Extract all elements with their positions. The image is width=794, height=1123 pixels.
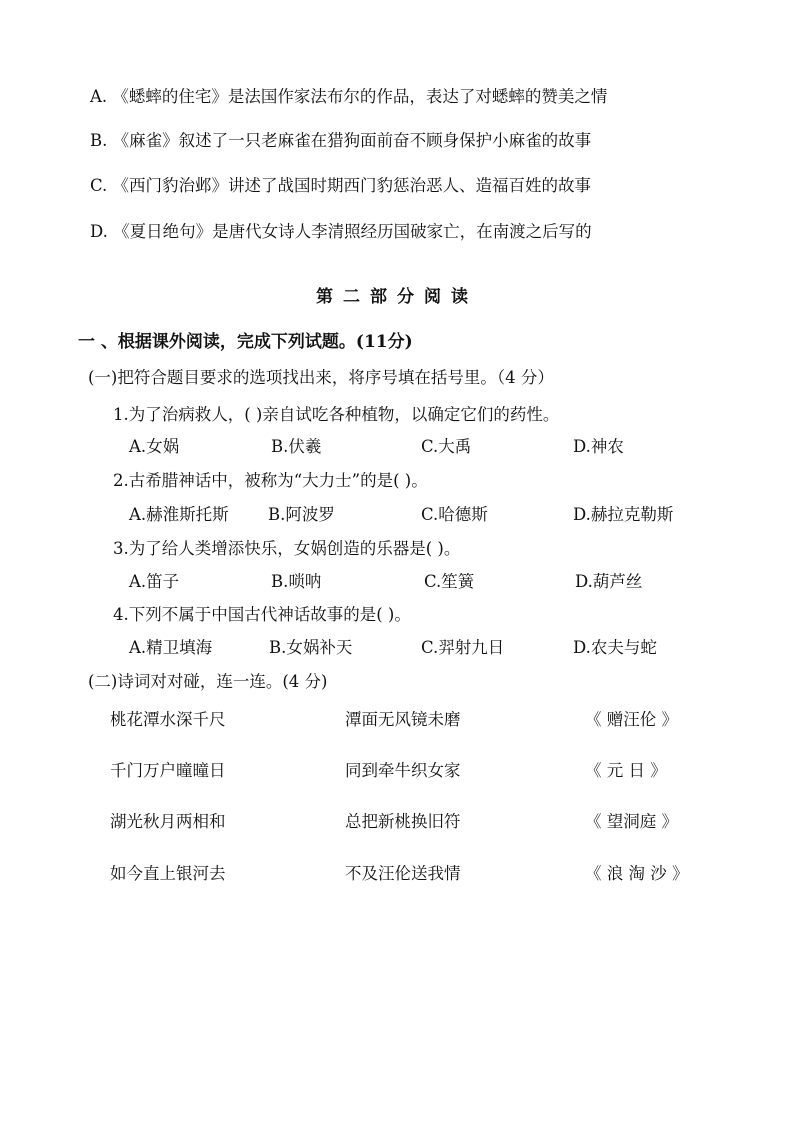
q4-option-a: A.精卫填海 <box>129 638 213 657</box>
q3-option-d: D.葫芦丝 <box>575 572 643 591</box>
q1-option-d: D.神农 <box>573 437 624 456</box>
q4-option-b: B.女娲补天 <box>269 638 353 657</box>
q3-option-a: A.笛子 <box>129 572 180 591</box>
choice-d: D. 《夏日绝句》是唐代女诗人李清照经历国破家亡，在南渡之后写的 <box>90 222 592 241</box>
q2-option-d: D.赫拉克勒斯 <box>573 505 674 524</box>
poem-title-1: 《 赠汪伦 》 <box>585 710 678 729</box>
question-1-stem: 1.为了治病救人，( )亲自试吃各种植物，以确定它们的药性。 <box>113 405 560 424</box>
subsection-2-title: (二)诗词对对碰，连一连。(4 分) <box>88 672 328 691</box>
poem-middle-2: 同到牵牛织女家 <box>345 761 461 780</box>
q1-option-a: A.女娲 <box>129 437 180 456</box>
question-4-stem: 4.下列不属于中国古代神话故事的是( )。 <box>113 605 411 624</box>
poem-left-2: 千门万户曈曈日 <box>110 761 226 780</box>
question-2-stem: 2.古希腊神话中，被称为“大力士”的是( )。 <box>113 471 428 490</box>
q3-option-b: B.唢呐 <box>271 572 322 591</box>
question-3-stem: 3.为了给人类增添快乐，女娲创造的乐器是( )。 <box>113 539 461 558</box>
subsection-1-title: (一)把符合题目要求的选项找出来，将序号填在括号里。（4 分） <box>88 368 554 387</box>
poem-middle-4: 不及汪伦送我情 <box>345 864 461 883</box>
poem-title-3: 《 望洞庭 》 <box>585 812 678 831</box>
part-title: 第二部分阅读 <box>316 287 478 307</box>
q2-option-c: C.哈德斯 <box>421 505 488 524</box>
q1-option-c: C.大禹 <box>421 437 472 456</box>
poem-left-3: 湖光秋月两相和 <box>110 812 226 831</box>
poem-middle-3: 总把新桃换旧符 <box>345 812 461 831</box>
poem-left-4: 如今直上银河去 <box>110 864 226 883</box>
poem-title-4: 《 浪 淘 沙 》 <box>585 864 689 883</box>
poem-middle-1: 潭面无风镜未磨 <box>345 710 461 729</box>
poem-left-1: 桃花潭水深千尺 <box>110 710 226 729</box>
q1-option-b: B.伏羲 <box>271 437 322 456</box>
q3-option-c: C.笙簧 <box>424 572 475 591</box>
choice-a: A. 《蟋蟀的住宅》是法国作家法布尔的作品，表达了对蟋蟀的赞美之情 <box>90 87 608 106</box>
poem-title-2: 《 元 日 》 <box>585 761 667 780</box>
choice-b: B. 《麻雀》叙述了一只老麻雀在猎狗面前奋不顾身保护小麻雀的故事 <box>90 131 592 150</box>
q2-option-b: B.阿波罗 <box>268 505 335 524</box>
q2-option-a: A.赫淮斯托斯 <box>129 505 229 524</box>
section-title: 一 、根据课外阅读，完成下列试题。(11分) <box>78 332 413 352</box>
choice-c: C. 《西门豹治邺》讲述了战国时期西门豹惩治恶人、造福百姓的故事 <box>90 176 592 195</box>
q4-option-c: C.羿射九日 <box>421 638 505 657</box>
q4-option-d: D.农夫与蛇 <box>573 638 657 657</box>
